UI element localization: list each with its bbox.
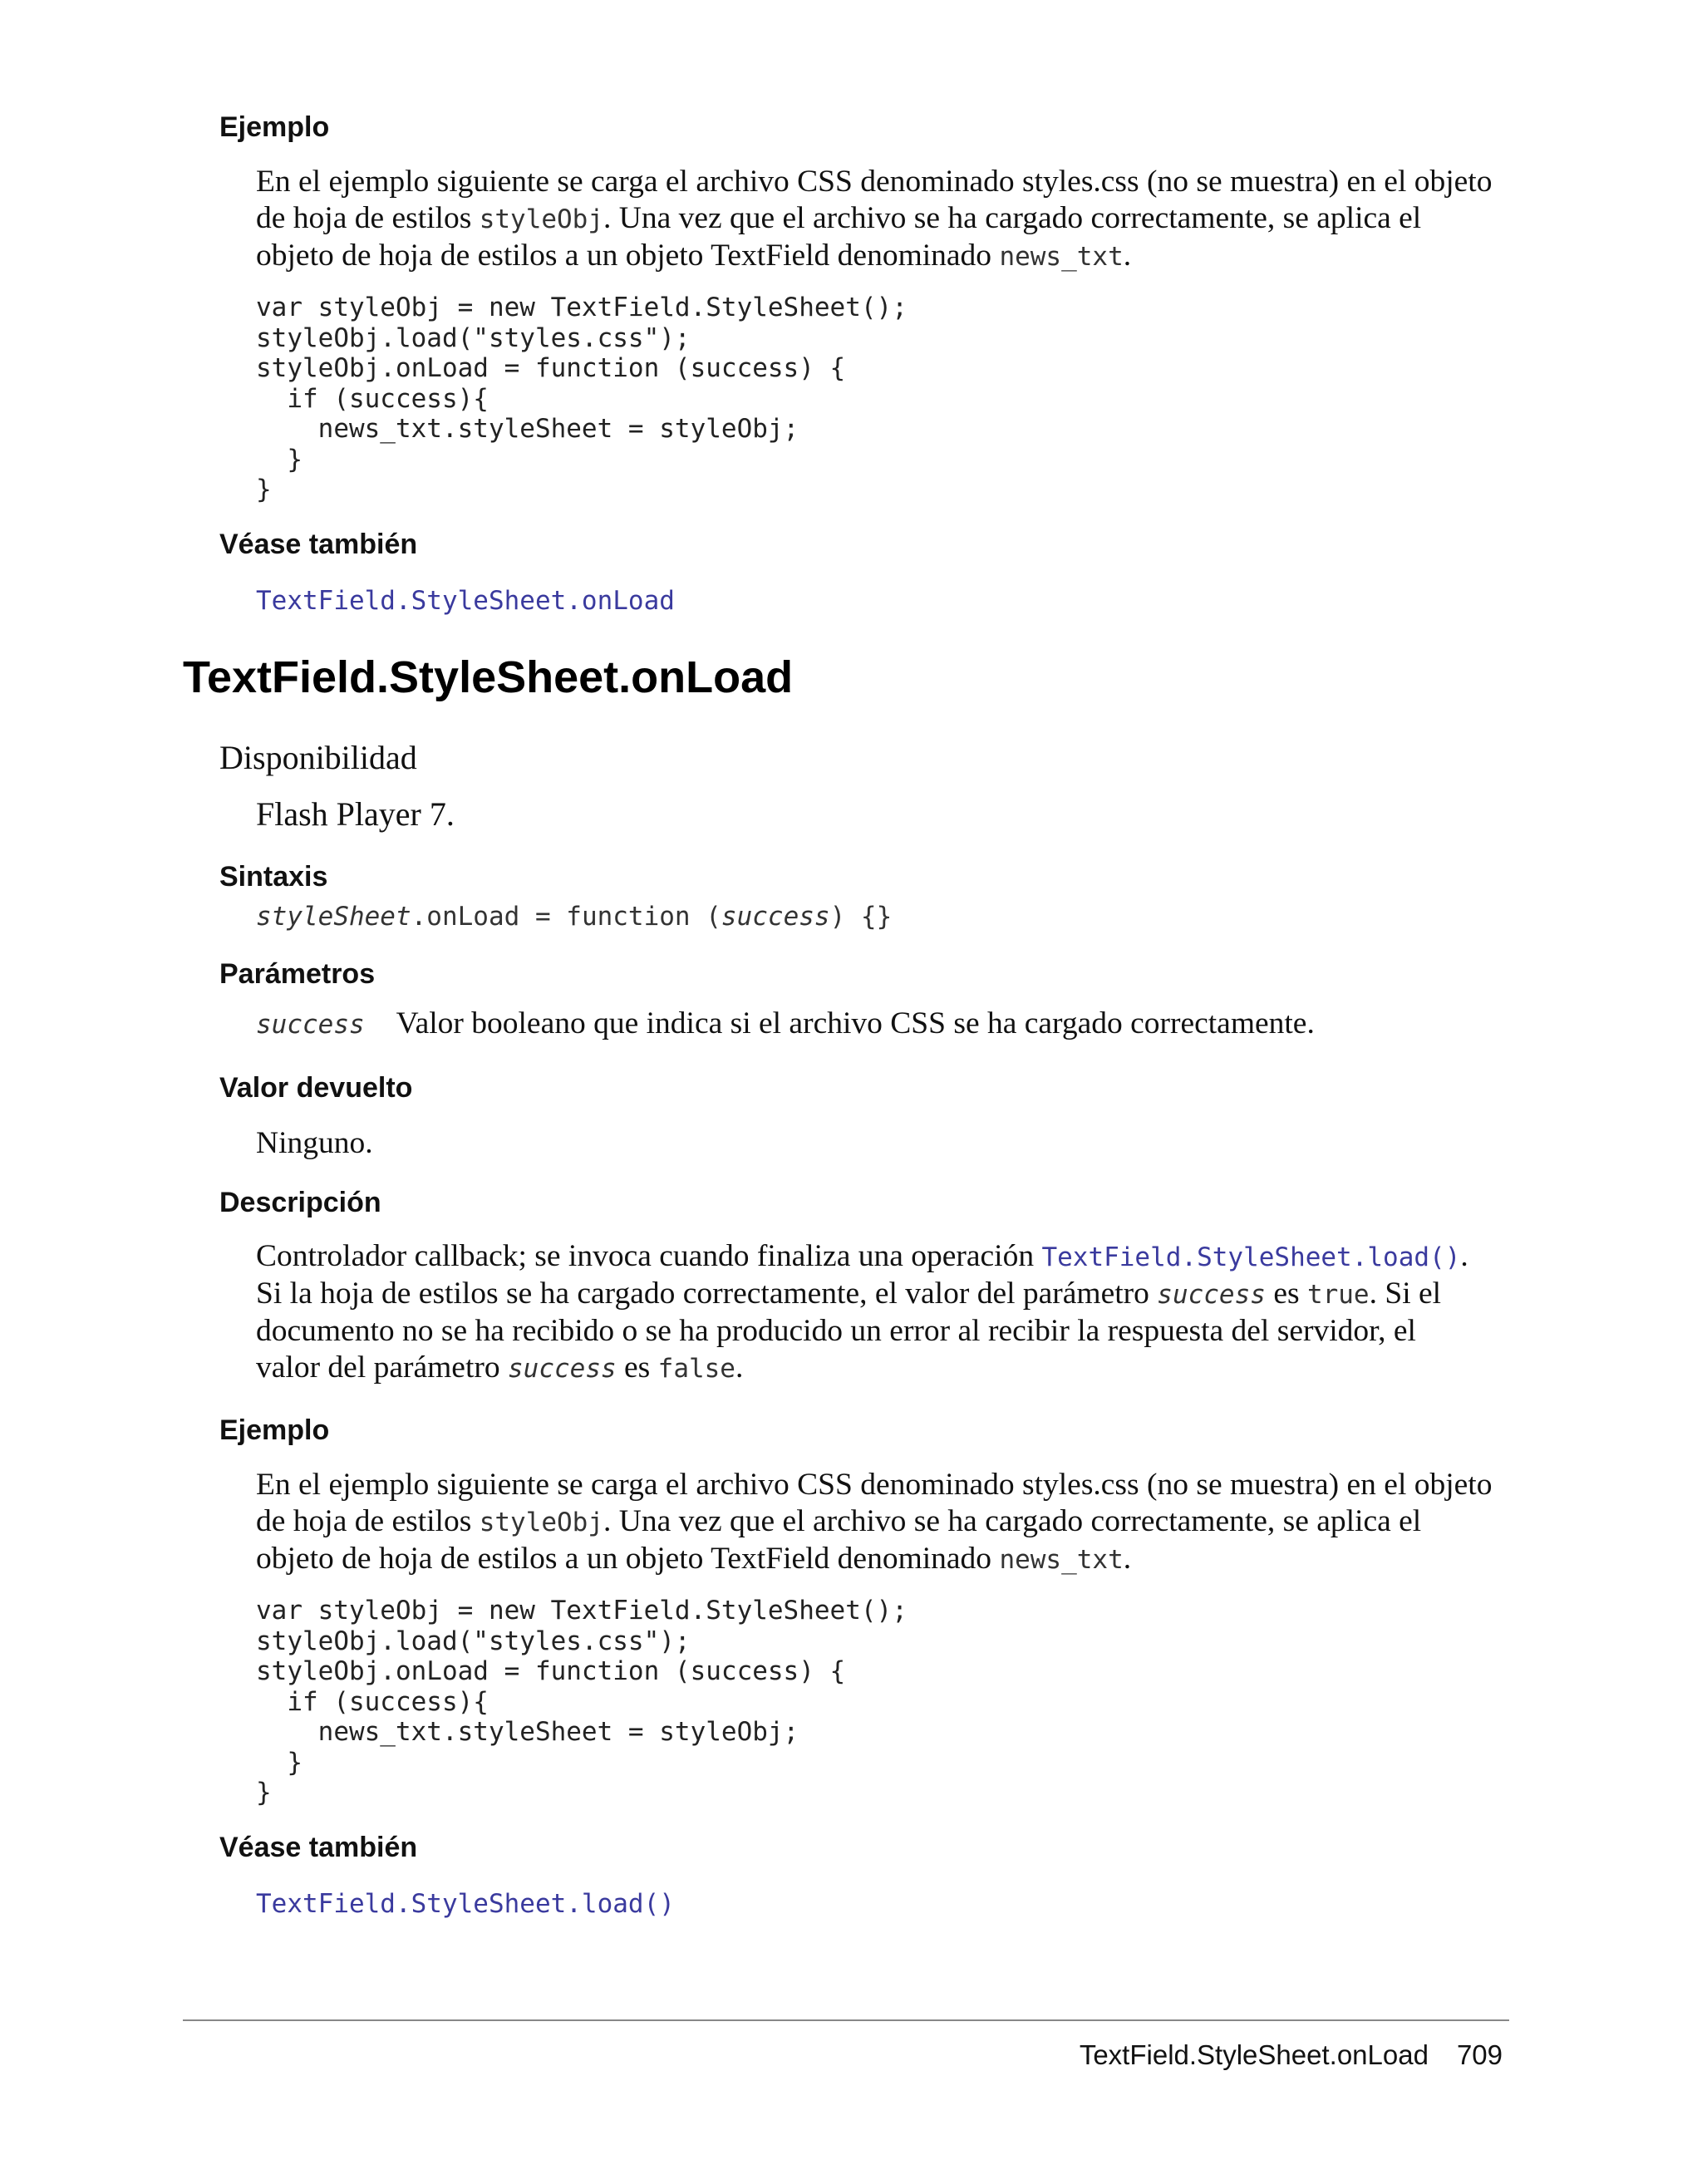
code-sample: var styleObj = new TextField.StyleSheet(); styleObj.load("styles.css"); styleObj.onLoad = function (success) { if (success){ news_txt.styleSheet = styleObj; } } [256,1596,908,1808]
description-paragraph: Controlador callback; se invoca cuando finaliza una operación TextField.StyleSheet.load(). Si la hoja de estilos se ha cargado correctamente, el valor del parámetro success es true. Si el documento no se ha recibido o se ha producido un error al recibir la respuesta del servidor, el valor del parámetro success es false. [256,1239,1468,1385]
availability-label: Disponibilidad [219,739,417,776]
parameter-row [256,1006,1315,1041]
parameter-description: Valor booleano que indica si el archivo CSS se ha cargado correctamente. [396,1006,1315,1040]
code-sample-top: var styleObj = new TextField.StyleSheet(); styleObj.load("styles.css"); styleObj.onLoad = function (success) { if (success){ news_txt.styleSheet = styleObj; } } [256,293,908,504]
see-also-link-onload[interactable]: TextField.StyleSheet.onLoad [256,586,675,616]
parameters-heading: Parámetros [219,958,376,990]
example-paragraph: En el ejemplo siguiente se carga el archivo CSS denominado styles.css (no se muestra) en el objeto de hoja de estilos styleObj. Una vez que el archivo se ha cargado correctamente, se aplica el objeto de hoja de estilos a un objeto TextField denominado news_txt. [256,1468,1493,1576]
example-paragraph-top: En el ejemplo siguiente se carga el archivo CSS denominado styles.css (no se muestra) en el objeto de hoja de estilos styleObj. Una vez que el archivo se ha cargado correctamente, se aplica el objeto de hoja de estilos a un objeto TextField denominado news_txt. [256,165,1493,273]
syntax-code: styleSheet.onLoad = function (success) {} [256,902,893,932]
parameter-name: success [256,1010,365,1040]
availability-value: Flash Player 7. [256,795,455,833]
footer-divider [183,2019,1509,2021]
return-value: Ninguno. [256,1126,373,1160]
page-number: 709 [1456,2039,1503,2070]
footer-title: TextField.StyleSheet.onLoad [1079,2039,1429,2070]
link-stylesheet-load[interactable]: TextField.StyleSheet.load() [1041,1242,1461,1272]
see-also-heading-top: Véase también [219,529,418,560]
syntax-heading: Sintaxis [219,861,328,893]
return-heading: Valor devuelto [219,1072,413,1104]
see-also-heading: Véase también [219,1832,418,1863]
example-heading-top: Ejemplo [219,111,330,143]
example-heading: Ejemplo [219,1414,330,1446]
page-footer [1080,2039,1503,2071]
section-title: TextField.StyleSheet.onLoad [183,652,794,702]
description-heading: Descripción [219,1187,381,1218]
see-also-link-load[interactable]: TextField.StyleSheet.load() [256,1889,675,1919]
